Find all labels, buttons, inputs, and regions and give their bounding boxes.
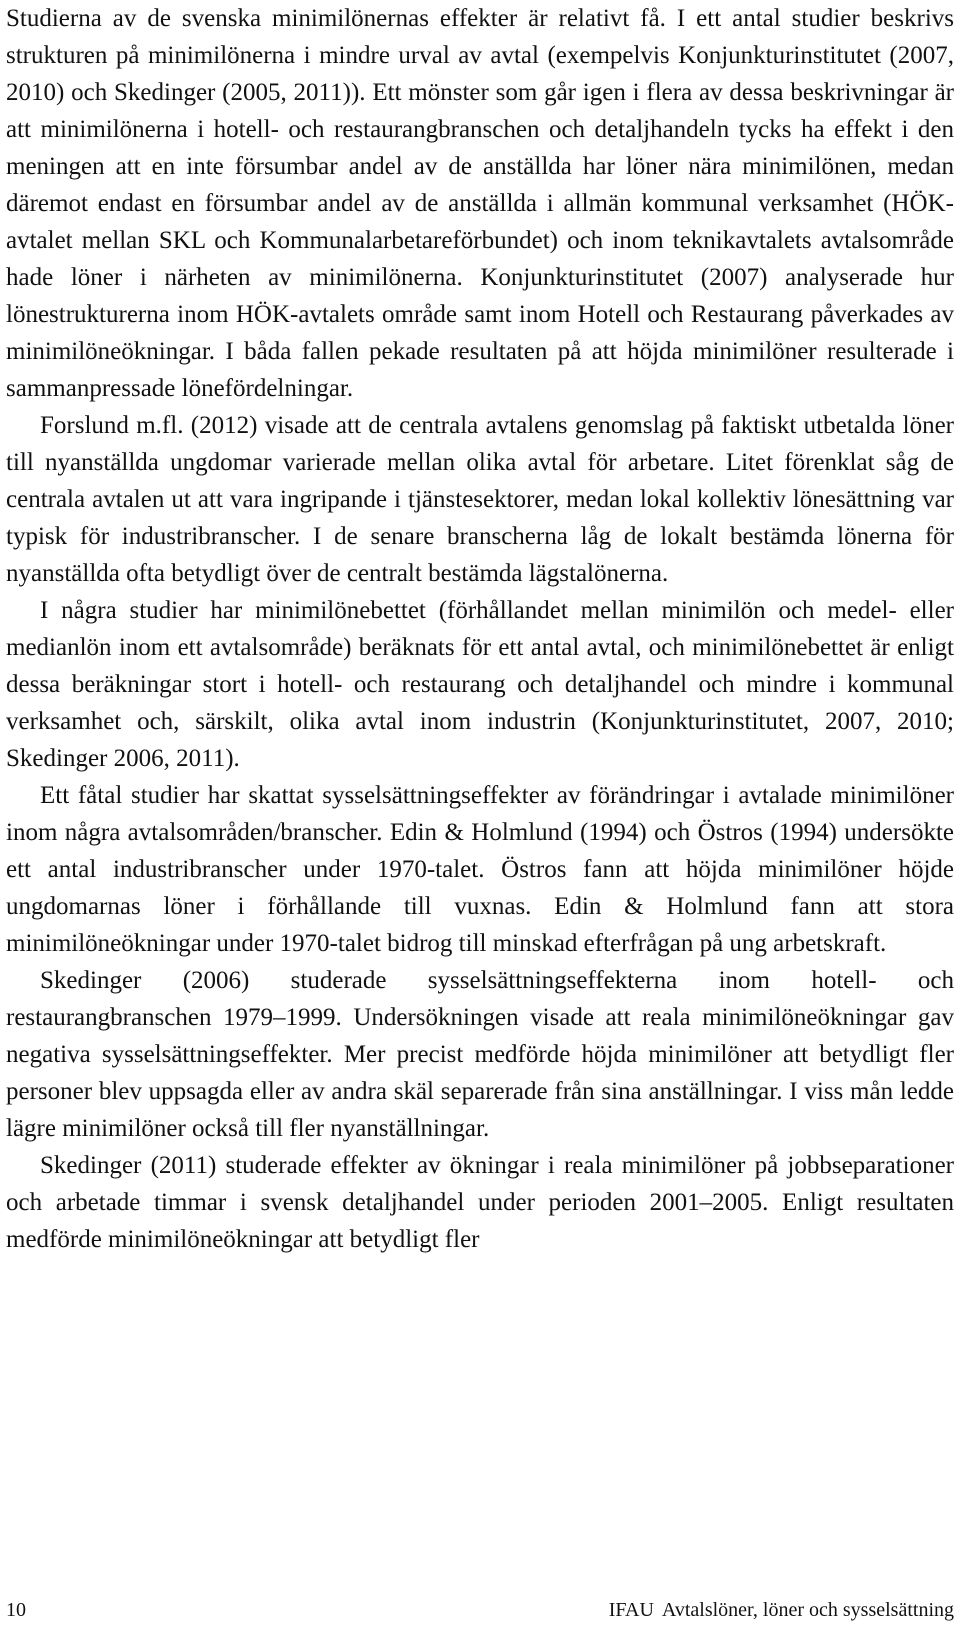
paragraph-3: I några studier har minimilönebettet (förhållandet mellan minimilön och medel- eller medianlön inom ett avtalsområde) beräknats för ett antal avtal, och minimilönebettet är enligt dessa beräkningar stort i hotell- och restaurang och detaljhandel och mindre i kommunal verksamhet och, särskilt, olika avtal inom industrin (Konjunkturinstitutet, 2007, 2010; Skedinger 2006, 2011). (6, 597, 954, 772)
running-title (609, 1598, 954, 1622)
publisher-name: IFAU (608, 1599, 654, 1621)
page-number: 10 (6, 1599, 26, 1621)
paragraph-4: Ett fåtal studier har skattat sysselsättningseffekter av förändringar i avtalade minimilöner inom några avtalsområden/branscher. Edin & Holmlund (1994) och Östros (1994) undersökte ett antal industribranscher under 1970-talet. Östros fann att höjda minimilöner höjde ungdomarnas löner i förhållande till vuxnas. Edin & Holmlund fann att stora minimilöneökningar under 1970-talet bidrog till minskad efterfrågan på ung arbetskraft. (6, 782, 954, 957)
paragraph-5: Skedinger (2006) studerade sysselsättningseffekterna inom hotell- och restaurangbranschen 1979–1999. Undersökningen visade att reala minimilöneökningar gav negativa sysselsättningseffekter. Mer precist medförde höjda minimilöner att betydligt fler personer blev uppsagda eller av andra skäl separerade från sina anställningar. I viss mån ledde lägre minimilöner också till fler nyanställningar. (6, 967, 954, 1142)
paragraph-1: Studierna av de svenska minimilönernas effekter är relativt få. I ett antal studier beskrivs strukturen på minimilönerna i mindre urval av avtal (exempelvis Konjunkturinstitutet (2007, 2010) och Skedinger (2005, 2011)). Ett mönster som går igen i flera av dessa beskrivningar är att minimilönerna i hotell- och restaurangbranschen och detaljhandeln tycks ha effekt i den meningen att en inte försumbar andel av de anställda har löner nära minimilönen, medan däremot endast en försumbar andel av de anställda i allmän kommunal verksamhet (HÖK-avtalet mellan SKL och Kommunalarbetareförbundet) och inom teknikavtalets avtalsområde hade löner i närheten av minimilönerna. Konjunkturinstitutet (2007) analyserade hur lönestrukturerna inom HÖK-avtalets område samt inom Hotell och Restaurang påverkades av minimilöneökningar. I båda fallen pekade resultaten på att höjda minimilöner resulterade i sammanpressade lönefördelningar. (6, 5, 954, 402)
paragraph-2: Forslund m.fl. (2012) visade att de centrala avtalens genomslag på faktiskt utbetalda löner till nyanställda ungdomar varierade mellan olika avtal för arbetare. Litet förenklat såg de centrala avtalen ut att vara ingripande i tjänstesektorer, medan lokal kollektiv lönesättning var typisk för industribranscher. I de senare branscherna låg de lokalt bestämda lönerna för nyanställda ofta betydligt över de centralt bestämda lägstalönerna. (6, 412, 954, 587)
page-footer (6, 1598, 954, 1622)
paragraph-6: Skedinger (2011) studerade effekter av ökningar i reala minimilöner på jobbseparationer och arbetade timmar i svensk detaljhandel under perioden 2001–2005. Enligt resultaten medförde minimilöneökningar att betydligt fler (6, 1152, 954, 1253)
document-title: Avtalslöner, löner och sysselsättning (661, 1599, 954, 1621)
page-body (6, 0, 954, 1258)
